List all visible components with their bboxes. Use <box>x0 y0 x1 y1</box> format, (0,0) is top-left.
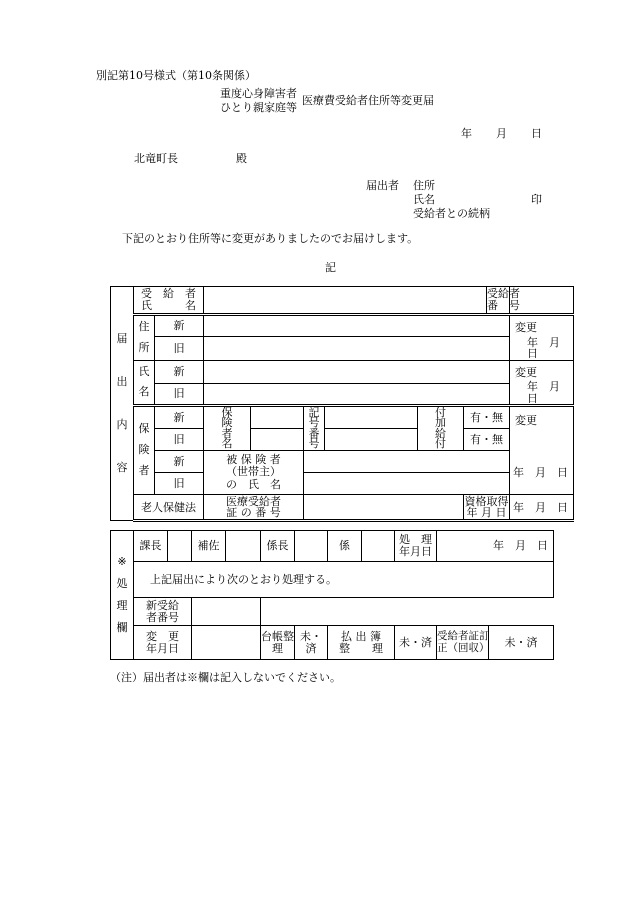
insurer-name-col: 保 険 者 名 <box>204 406 251 451</box>
cert-correction-status[interactable]: 未・済 <box>489 626 554 660</box>
insurer-name-new[interactable] <box>251 406 304 429</box>
insured-person-old[interactable] <box>304 473 510 495</box>
insurer-label: 保 険 者 <box>134 406 155 495</box>
symbol-number-new[interactable] <box>325 406 418 429</box>
processed-text: 上記届出により次のとおり処理する。 <box>134 562 554 598</box>
medical-recipient-no-label: 医療受給者 証 の 番 号 <box>204 495 304 521</box>
name-change-date[interactable]: 変更 年 月 日 <box>510 360 574 406</box>
medical-recipient-no-field[interactable] <box>304 495 464 521</box>
address-label: 住所 <box>413 179 435 192</box>
recipient-number-label: 受給者 番 号 <box>487 287 510 315</box>
section-chief-label: 課長 <box>134 531 168 562</box>
applicant-label: 届出者 <box>366 179 399 192</box>
name-old-label: 旧 <box>155 383 204 405</box>
honorific: 殿 <box>236 152 247 165</box>
assistant-stamp[interactable] <box>226 531 261 562</box>
intro-text: 下記のとおり住所等に変更がありましたのでお届けします。 <box>122 232 419 245</box>
payment-register-label: 払 出 簿 整 理 <box>328 626 395 660</box>
insurer-old-label: 旧 <box>155 429 204 451</box>
name-new-field[interactable] <box>204 360 510 383</box>
payment-register-status[interactable]: 未・済 <box>395 626 437 660</box>
ledger-status[interactable]: 未・済 <box>295 626 328 660</box>
page-title: 医療費受給者住所等変更届 <box>302 94 434 107</box>
qualification-date-label: 資格取得 年 月 日 <box>464 494 509 520</box>
insured-old-label: 旧 <box>155 473 204 495</box>
address-new-field[interactable] <box>204 315 510 337</box>
recipient-name-field[interactable] <box>204 287 487 315</box>
insurer-change-label: 変更 <box>510 406 574 451</box>
insurer-name-old[interactable] <box>251 429 304 451</box>
new-recipient-no-label: 新受給 者番号 <box>134 598 192 626</box>
ledger-label: 台帳整理 <box>261 626 295 660</box>
title-line1: 重度心身障害者 <box>220 87 297 100</box>
address-old-label: 旧 <box>155 337 204 360</box>
date-month: 月 <box>496 127 507 140</box>
supplement-new-yes-no[interactable]: 有・無 <box>464 406 510 429</box>
name-label: 氏 名 <box>134 360 155 406</box>
office-table <box>110 530 554 660</box>
insured-new-label: 新 <box>155 451 204 473</box>
staff-label: 係 <box>328 531 362 562</box>
insurer-change-date[interactable]: 年 月 日 <box>510 451 574 495</box>
address-label: 住 所 <box>134 315 155 361</box>
date-day: 日 <box>531 127 542 140</box>
form-number: 別記第10号様式（第10条関係） <box>96 69 256 82</box>
address-old-field[interactable] <box>204 337 510 360</box>
chief-stamp[interactable] <box>295 531 328 562</box>
change-date-field[interactable] <box>192 626 261 660</box>
address-new-label: 新 <box>155 315 204 337</box>
assistant-label: 補佐 <box>192 531 226 562</box>
qualification-date-field[interactable]: 年 月 日 <box>510 495 574 521</box>
title-line2: ひとり親家庭等 <box>220 101 297 114</box>
recipient-name-label: 受 給 者 氏 名 <box>134 287 204 315</box>
elderly-law-label: 老人保健法 <box>134 495 204 521</box>
supplement-col: 付 加 給 付 <box>418 406 464 451</box>
cert-correction-label: 受給者証訂 正（回収） <box>437 626 489 660</box>
change-date-label: 変 更 年月日 <box>134 626 192 660</box>
process-date-label: 処 理 年月日 <box>395 531 437 562</box>
ki-mark: 記 <box>325 261 336 274</box>
supplement-old-yes-no[interactable]: 有・無 <box>464 429 510 451</box>
name-new-label: 新 <box>155 360 204 383</box>
insured-person-label: 被 保 険 者 （世帯主） の 氏 名 <box>204 451 304 495</box>
side-label-office: ※ 処 理 欄 <box>111 531 134 660</box>
date-year: 年 <box>461 127 472 140</box>
addressee: 北竜町長 <box>134 152 178 165</box>
symbol-number-col: 記 号 番 号 <box>304 406 325 451</box>
side-label-notification: 届 出 内 容 <box>111 287 134 521</box>
staff-stamp[interactable] <box>362 531 395 562</box>
insured-person-new[interactable] <box>304 451 510 473</box>
relation-label: 受給者との続柄 <box>413 207 490 220</box>
name-label: 氏名 <box>413 193 435 206</box>
process-date-field[interactable]: 年 月 日 <box>437 531 554 562</box>
new-recipient-no-field[interactable] <box>192 598 261 626</box>
name-old-field[interactable] <box>204 383 510 405</box>
chief-label: 係長 <box>261 531 295 562</box>
address-change-date[interactable]: 変更 年 月 日 <box>510 315 574 361</box>
notification-table <box>110 286 574 522</box>
footnote: （注）届出者は※欄は記入しないでください。 <box>110 671 341 684</box>
insurer-new-label: 新 <box>155 406 204 429</box>
section-chief-stamp[interactable] <box>168 531 192 562</box>
blank-area <box>261 598 554 626</box>
seal-mark: 印 <box>531 193 542 206</box>
symbol-number-old[interactable] <box>325 429 418 451</box>
